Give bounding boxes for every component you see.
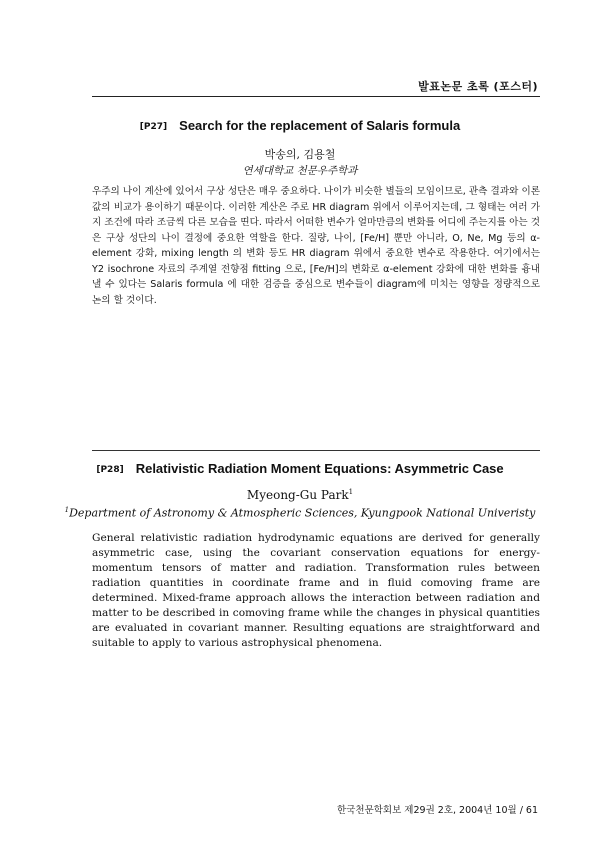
- abstract-authors: 박송의, 김용철: [264, 148, 336, 161]
- abstract-affiliation: 연세대학교 천문우주학과: [242, 165, 358, 177]
- section-label: 발표논문 초록 (포스터): [418, 80, 538, 93]
- abstract-affiliation: [0, 506, 600, 520]
- affiliation-superscript: 1: [64, 506, 70, 514]
- abstract-body: General relativistic radiation hydrodynamic equations are derived for generally asymmetric case, using the covariant conservation equations for energy-momentum tensors of matter and radiation. Transformation rules between radiation quantities in coordinate frame and in fluid comoving frame are determined. Mixed-frame approach allows the interaction between radiation and matter to be described in comoving frame while the changes in physical quantities are evaluated in covariant manner. Resulting equations are straightforward and suitable to apply to various astrophysical phenomena.: [92, 532, 540, 649]
- abstract-id: [P28]: [96, 465, 124, 475]
- abstract-title: Search for the replacement of Salaris formula: [179, 118, 461, 133]
- author-superscript: 1: [348, 488, 354, 496]
- section-divider: [92, 450, 540, 451]
- page-footer-citation: 한국천문학회보 제29권 2호, 2004년 10월 / 61: [337, 805, 538, 816]
- abstract-title: Relativistic Radiation Moment Equations: Asymmetric Case: [135, 461, 504, 476]
- abstract-authors: [0, 488, 600, 502]
- abstract-p27-title-line: [0, 118, 600, 133]
- abstract-p28-title-line: [0, 461, 600, 476]
- author-name: Myeong-Gu Park: [246, 488, 349, 502]
- abstract-id: [P27]: [139, 122, 168, 132]
- header-divider: [92, 96, 540, 97]
- abstract-body: 우주의 나이 계산에 있어서 구상 성단은 매우 중요하다. 나이가 비슷한 별들의 모임이므로, 관측 결과와 이론값의 비교가 용이하기 때문이다. 이러한 계산은 주로 HR diagram 위에서 이루어지는데, 그 형태는 여러 가지 조건에 따라 조금씩 다른 모습을 띤다. 따라서 어떠한 변수가 얼마만큼의 변화를 어디에 주는지를 아는 것은 구상 성단의 나이 결정에 중요한 역할을 한다. 질량, 나이, [Fe/H] 뿐만 아니라, O, Ne, Mg 등의 α-element 강화, mixing length 의 변화 등도 HR diagram 위에서 중요한 변수로 작용한다. 여기에서는 Y2 isochrone 자료의 주계열 전향점 fitting 으로, [Fe/H]의 변화로 α-element 강화에 대한 변화를 흉내 낼 수 있다는 Salaris formula 에 대한 검증을 중심으로 변수들이 diagram에 미치는 영향을 정량적으로 논의 할 것이다.: [92, 186, 540, 306]
- affiliation-text: Department of Astronomy & Atmospheric Sciences, Kyungpook National Univeristy: [69, 506, 536, 520]
